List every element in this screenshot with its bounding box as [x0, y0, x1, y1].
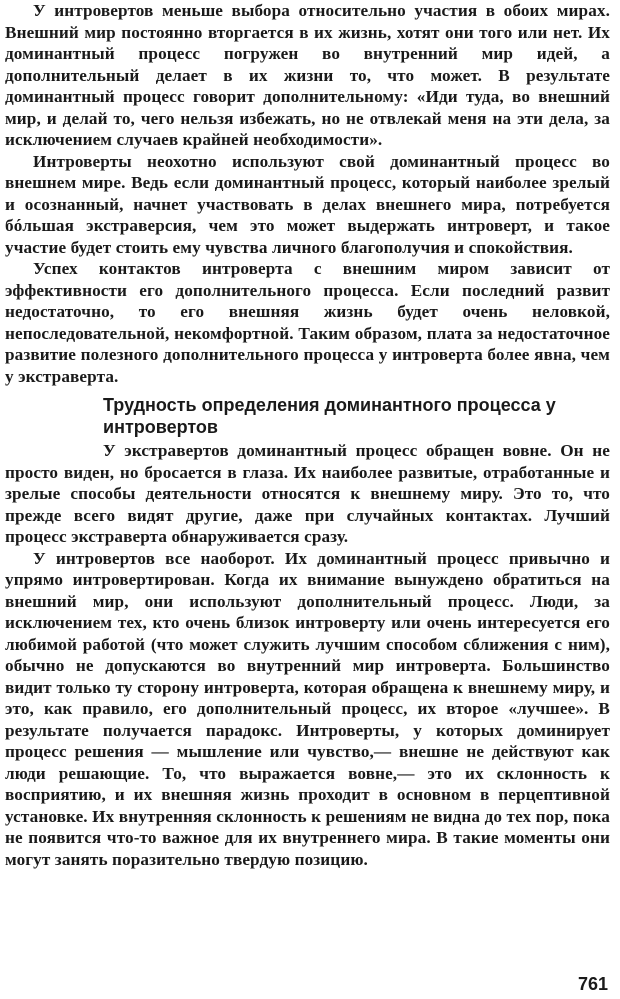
paragraph-1: У интровертов меньше выбора относительно участия в обоих мирах. Внешний мир постоянно вторгается в их жизнь, хотят они того или нет. Их доминантный процесс погружен во внутренний мир идей, а дополнительный делает в их жизни то, что может. В результате доминантный процесс говорит дополнительному: «Иди туда, во внешний мир, и делай то, чего нельзя избежать, но не отвлекай меня на эти дела, за исключением случаев крайней необходимости». — [5, 1, 610, 149]
paragraph-3: Успех контактов интроверта с внешним миром зависит от эффективности его дополнительного процесса. Если последний развит недостаточно, то его внешняя жизнь будет очень неловкой, непоследовательной, некомфортной. Таким образом, плата за недостаточное развитие полезного дополнительного процесса у интроверта более явна, чем у экстраверта. — [5, 259, 610, 386]
paragraph-2: Интроверты неохотно используют свой доминантный процесс во внешнем мире. Ведь если доминантный процесс, который наиболее зрелый и осознанный, начнет участвовать в делах внешнего мира, потребуется бóльшая экстраверсия, чем это может выдержать интроверт, и такое участие будет стоить ему чувства личного благополучия и спокойствия. — [5, 151, 610, 257]
paragraph-5: У интровертов все наоборот. Их доминантный процесс привычно и упрямо интровертирован. Когда их внимание вынуждено обратиться на внешний мир, они используют дополнительный процесс. Люди, за исключением тех, кто очень близок интроверту или очень интересуется его любимой работой (что может служить лучшим способом сближения с ним), обычно не допускаются во внутренний мир интроверта. Большинство видит только ту сторону интроверта, которая обращена к внешнему миру, и это, как правило, его дополнительный процесс, их второе «лучшее». В результате получается парадокс. Интроверты, у которых доминирует процесс решения — мышление или чувство,— внешне не действуют как люди решающие. То, что выражается вовне,— это их склонность к восприятию, и их внешняя жизнь проходит в основном в перцептивной установке. Их внутренняя склонность к решениям не видна до тех пор, пока не появится что-то важное для их внутреннего мира. В такие моменты они могут занять поразительно твердую позицию. — [5, 548, 610, 869]
page-number: 761 — [577, 974, 608, 994]
section-heading: Трудность определения доминантного процесса у интровертов — [103, 395, 556, 437]
paragraph-4: У экстравертов доминантный процесс обращен вовне. Он не просто виден, но бросается в глаза. Их наиболее развитые, отработанные и зрелые способы деятельности относятся к внешнему миру. Это то, что прежде всего видят другие, даже при случайных контактах. Лучший процесс экстраверта обнаруживается сразу. — [5, 441, 610, 546]
